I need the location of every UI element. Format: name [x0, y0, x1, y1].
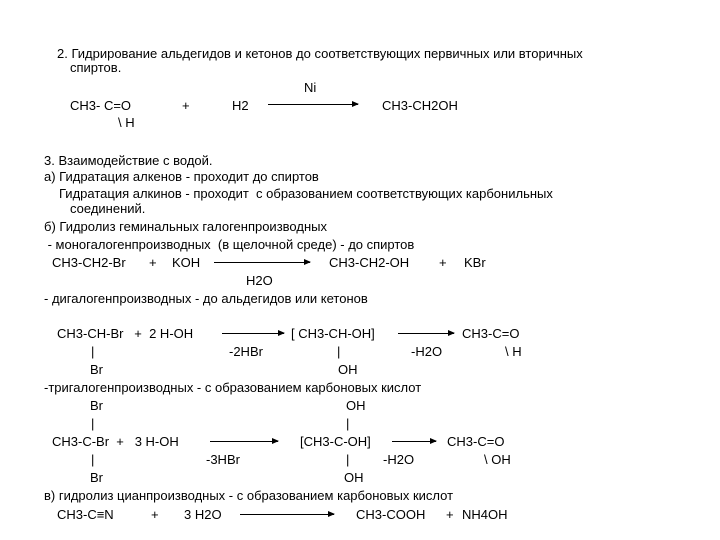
reaction-arrow	[214, 262, 310, 263]
di-bond-bar-2: |	[337, 344, 341, 359]
di-condition-1: -2HBr	[229, 344, 263, 359]
hydrogenation-branch: \ H	[118, 115, 135, 130]
hydrogenation-product: CH3-CH2OH	[382, 98, 458, 113]
tri-condition-1: -3HBr	[206, 452, 240, 467]
plus-sign: +	[446, 507, 454, 522]
tri-bottom-2: OH	[344, 470, 364, 485]
di-bond-bar: |	[91, 344, 95, 359]
nitrile-byproduct: NH4OH	[462, 507, 508, 522]
section3-a-line3: соединений.	[70, 201, 146, 216]
reaction-arrow	[268, 104, 358, 105]
di-substituent-2: OH	[338, 362, 358, 377]
tri-bar-top-2: |	[346, 416, 350, 431]
tri-bar-bottom-1: |	[91, 452, 95, 467]
tri-title: -тригалогенпроизводных - с образованием карбоновых кислот	[44, 380, 422, 395]
tri-branch: \ OH	[484, 452, 511, 467]
plus-sign: +	[149, 255, 157, 270]
nitrile-reagent: 3 H2O	[184, 507, 222, 522]
tri-bottom-1: Br	[90, 470, 103, 485]
tri-bar-bottom-2: |	[346, 452, 350, 467]
tri-condition-2: -H2O	[383, 452, 415, 467]
tri-intermediate: [CH3-C-OH]	[300, 434, 371, 449]
plus-sign: +	[182, 98, 190, 113]
section3-c-title: в) гидролиз цианпроизводных - с образованием карбоновых кислот	[44, 488, 454, 503]
plus-sign: +	[439, 255, 447, 270]
mono-reagent: KOH	[172, 255, 201, 270]
section3-a-title: а) Гидратация алкенов - проходит до спиртов	[44, 169, 319, 184]
reaction-arrow	[222, 333, 284, 334]
tri-top-2: OH	[346, 398, 366, 413]
di-condition-2: -H2O	[411, 344, 443, 359]
reaction-arrow	[240, 514, 334, 515]
section2-title-line1: 2. Гидрирование альдегидов и кетонов до соответствующих первичных или вторичных	[57, 46, 583, 61]
mono-condition: H2O	[246, 273, 273, 288]
mono-byproduct: KBr	[464, 255, 486, 270]
catalyst-label: Ni	[304, 80, 317, 95]
tri-bar-top-1: |	[91, 416, 95, 431]
di-reactant: CH3-CH-Br + 2 H-OH	[57, 326, 194, 341]
di-product: CH3-C=O	[462, 326, 520, 341]
di-substituent-1: Br	[90, 362, 103, 377]
reaction-arrow	[392, 441, 436, 442]
tri-reactant: CH3-C-Br + 3 H-OH	[52, 434, 179, 449]
section3-title: 3. Взаимодействие с водой.	[44, 153, 213, 168]
tri-product: CH3-C=O	[447, 434, 505, 449]
di-intermediate: [ CH3-CH-OH]	[291, 326, 375, 341]
hydrogenation-reactant: CH3- C=O	[70, 98, 132, 113]
mono-product: CH3-CH2-OH	[329, 255, 410, 270]
nitrile-product: CH3-COOH	[356, 507, 426, 522]
di-title: - дигалогенпроизводных - до альдегидов или кетонов	[44, 291, 368, 306]
hydrogenation-reagent: H2	[232, 98, 249, 113]
section2-title-line2: спиртов.	[70, 60, 122, 75]
reaction-arrow	[210, 441, 278, 442]
tri-top-1: Br	[90, 398, 103, 413]
di-branch: \ H	[505, 344, 522, 359]
plus-sign: +	[151, 507, 159, 522]
mono-reactant: CH3-CH2-Br	[52, 255, 126, 270]
mono-title: - моногалогенпроизводных (в щелочной среде) - до спиртов	[44, 237, 415, 252]
reaction-arrow	[398, 333, 454, 334]
nitrile-reactant: CH3-C≡N	[57, 507, 114, 522]
section3-b-title: б) Гидролиз геминальных галогенпроизводных	[44, 219, 327, 234]
section3-a-line2: Гидратация алкинов - проходит с образованием соответствующих карбонильных	[59, 186, 553, 201]
